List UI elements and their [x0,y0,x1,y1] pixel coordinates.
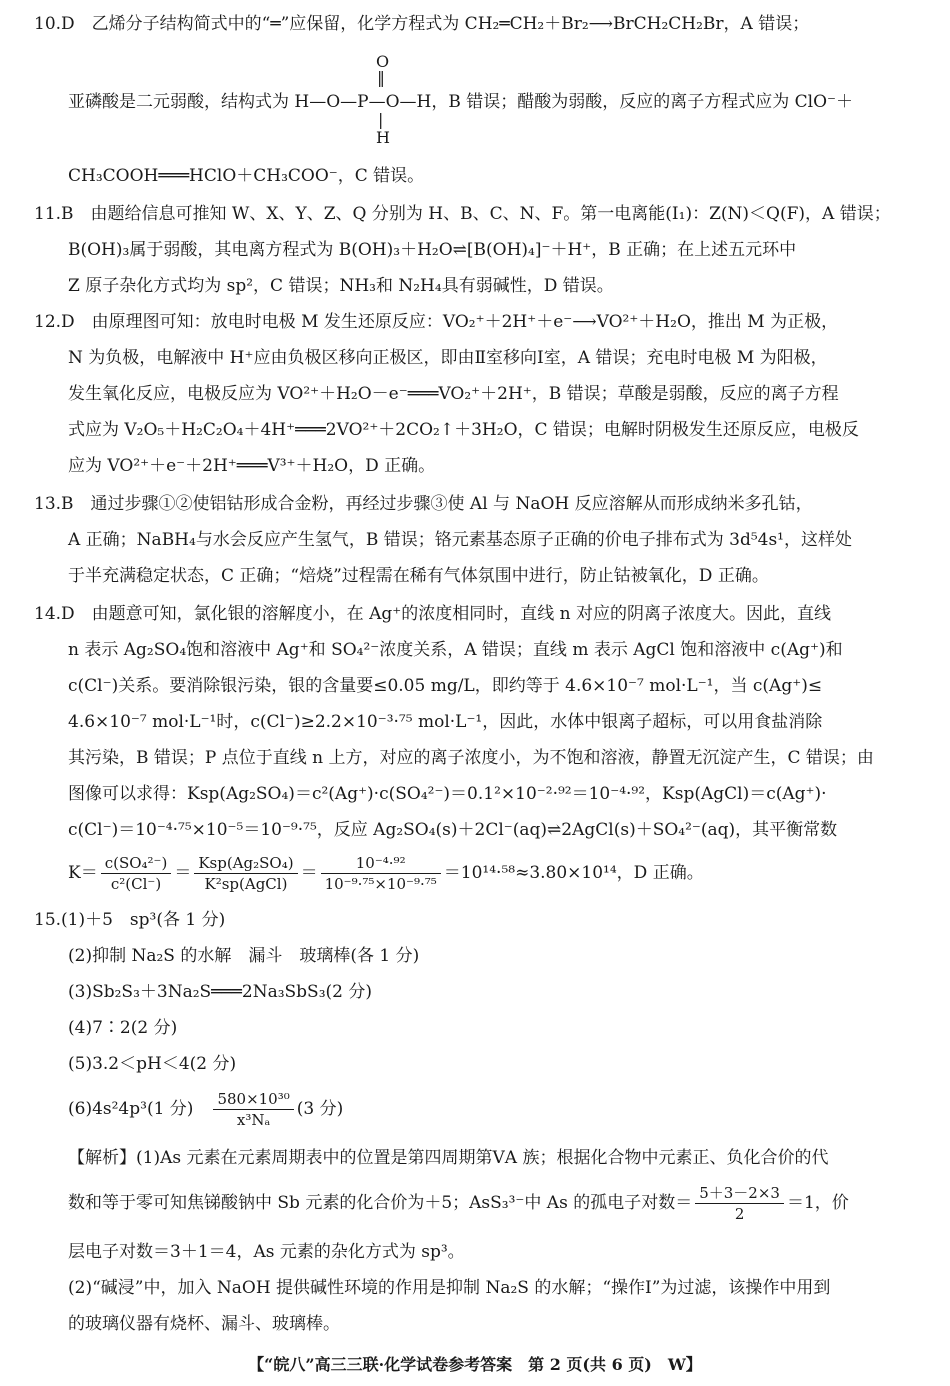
fraction-1-den: c²(Cl⁻) [110,875,162,893]
line-10-3: CH₃COOH═══HClO＋CH₃COO⁻，C 错误。 [68,166,425,186]
line-14-6: 图像可以求得：Ksp(Ag₂SO₄)＝c²(Ag⁺)·c(SO₄²⁻)＝0.1²×10⁻²·⁹²＝10⁻⁴·⁹²，Ksp(AgCl)＝c(Ag⁺)· [68,784,827,804]
line-15-1: 15.(1)＋5 sp³(各 1 分) [34,910,226,930]
analysis-l2-suffix: ＝1，价 [786,1193,849,1213]
fraction-2-num: Ksp(Ag₂SO₄) [194,853,297,874]
line-15-2: (2)抑制 Na₂S 的水解 漏斗 玻璃棒(各 1 分) [68,946,420,966]
line-11-3: Z 原子杂化方式均为 sp²，C 错误；NH₃和 N₂H₄具有弱碱性，D 错误。 [68,276,614,296]
line-12-4: 式应为 V₂O₅＋H₂C₂O₄＋4H⁺═══2VO²⁺＋2CO₂↑＋3H₂O，C 错误；电解时阴极发生还原反应，电极反 [68,420,859,440]
analysis-line-5: 的玻璃仪器有烧杯、漏斗、玻璃棒。 [68,1314,340,1334]
line-11-2: B(OH)₃属于弱酸，其电离方程式为 B(OH)₃＋H₂O⇌[B(OH)₄]⁻＋H⁺，B 正确；在上述五元环中 [68,240,797,260]
line-15-4: (4)7∶2(2 分) [68,1018,178,1038]
fraction-1-num: c(SO₄²⁻) [101,853,172,874]
struct-top-o: O [376,52,390,71]
struct-bottom-h: H [376,128,390,147]
line-11-1: 11.B 由题给信息可推知 W、X、Y、Z、Q 分别为 H、B、C、N、F。第一电离能(I₁)：Z(N)＜Q(F)，A 错误； [34,204,891,224]
line-13-2: A 正确；NaBH₄与水会反应产生氢气，B 错误；铬元素基态原子正确的价电子排布式为 3d⁵4s¹，这样处 [68,530,852,550]
line-14-1: 14.D 由题意可知，氯化银的溶解度小，在 Ag⁺的浓度相同时，直线 n 对应的阴离子浓度大。因此，直线 [34,604,831,624]
analysis-line-2 [68,1180,849,1226]
analysis-line-4: (2)“碱浸”中，加入 NaOH 提供碱性环境的作用是抑制 Na₂S 的水解；“操作Ⅰ”为过滤，该操作中用到 [68,1278,831,1298]
line-13-3: 于半充满稳定状态，C 正确；“焙烧”过程需在稀有气体氛围中进行，防止钴被氧化，D 正确。 [68,566,769,586]
eq-suffix: ＝10¹⁴·⁵⁸≈3.80×10¹⁴，D 正确。 [443,863,704,883]
line-14-3: c(Cl⁻)关系。要消除银污染，银的含量要≤0.05 mg/L，即约等于 4.6×10⁻⁷ mol·L⁻¹，当 c(Ag⁺)≤ [68,676,823,696]
equilibrium-constant-equation: K＝ $\frac{\text{c(SO₄²⁻)}}{\text{c²(Cl⁻)}}$ ＝ $\frac{\text{Ksp(Ag₂SO₄)}}{\text{K²sp(AgCl)}}$ ＝ $\frac{\text{10⁻⁴·⁹²}}{\text{10⁻⁹·⁷⁵×10⁻⁹·⁷⁵}}$ ＝10¹⁴·⁵⁸≈3.80×10¹⁴，D 正确。 [68,854,704,893]
line-12-2: N 为负极，电解液中 H⁺应由负极区移向正极区，即由Ⅱ室移向Ⅰ室，A 错误；充电时电极 M 为阳极， [68,348,828,368]
line-10-2: 亚磷酸是二元弱酸，结构式为 H—O—P—O—H，B 错误；醋酸为弱酸，反应的离子方程式应为 ClO⁻＋ [68,92,854,112]
lone-pair-num: 5＋3－2×3 [695,1183,784,1204]
density-num: 580×10³⁰ [213,1089,293,1110]
analysis-l2-prefix: 数和等于零可知焦锑酸钠中 Sb 元素的化合价为＋5；AsS₃³⁻中 As 的孤电子对数＝ [68,1193,693,1213]
line-14-7: c(Cl⁻)＝10⁻⁴·⁷⁵×10⁻⁵＝10⁻⁹·⁷⁵，反应 Ag₂SO₄(s)＋2Cl⁻(aq)⇌2AgCl(s)＋SO₄²⁻(aq)，其平衡常数 [68,820,838,840]
analysis-line-1: 【解析】(1)As 元素在元素周期表中的位置是第四周期第ⅤA 族；根据化合物中元素正、负化合价的代 [68,1148,829,1168]
struct-double-bond: ‖ [377,68,385,87]
line-14-2: n 表示 Ag₂SO₄饱和溶液中 Ag⁺和 SO₄²⁻浓度关系，A 错误；直线 m 表示 AgCl 饱和溶液中 c(Ag⁺)和 [68,640,843,660]
lone-pair-fraction [695,1183,784,1224]
q15-6-prefix: (6)4s²4p³(1 分) [68,1099,194,1119]
fraction-3-den: 10⁻⁹·⁷⁵×10⁻⁹·⁷⁵ [324,875,437,893]
eq-prefix: K＝ [68,863,98,883]
fraction-3 [321,853,441,894]
line-14-4: 4.6×10⁻⁷ mol·L⁻¹时，c(Cl⁻)≥2.2×10⁻³·⁷⁵ mol·L⁻¹，因此，水体中银离子超标，可以用食盐消除 [68,712,823,732]
line-10-1: 10.D 乙烯分子结构简式中的“═”应保留，化学方程式为 CH₂═CH₂＋Br₂⟶BrCH₂CH₂Br，A 错误； [34,14,810,34]
line-15-6 [68,1086,343,1132]
line-15-3: (3)Sb₂S₃＋3Na₂S═══2Na₃SbS₃(2 分) [68,982,372,1002]
line-15-5: (5)3.2＜pH＜4(2 分) [68,1054,237,1074]
fraction-2 [194,853,297,894]
line-14-5: 其污染，B 错误；P 点位于直线 n 上方，对应的离子浓度小，为不饱和溶液，静置无沉淀产生，C 错误；由 [68,748,874,768]
q15-6-suffix: (3 分) [296,1099,344,1119]
lone-pair-den: 2 [734,1205,745,1223]
line-13-1: 13.B 通过步骤①②使铝钴形成合金粉，再经过步骤③使 Al 与 NaOH 反应溶解从而形成纳米多孔钴， [34,494,813,514]
density-den: x³Nₐ [236,1111,271,1129]
density-fraction [213,1089,293,1130]
analysis-line-3: 层电子对数＝3＋1＝4，As 元素的杂化方式为 sp³。 [68,1242,465,1262]
struct-single-bond: | [378,110,384,129]
line-12-5: 应为 VO²⁺＋e⁻＋2H⁺═══V³⁺＋H₂O，D 正确。 [68,456,436,476]
line-12-3: 发生氧化反应，电极反应为 VO²⁺＋H₂O－e⁻═══VO₂⁺＋2H⁺，B 错误；草酸是弱酸，反应的离子方程 [68,384,839,404]
page-footer: 【“皖八”高三三联·化学试卷参考答案 第 2 页(共 6 页) W】 [248,1355,702,1374]
fraction-3-num: 10⁻⁴·⁹² [321,853,441,874]
line-12-1: 12.D 由原理图可知：放电时电极 M 发生还原反应：VO₂⁺＋2H⁺＋e⁻⟶VO²⁺＋H₂O，推出 M 为正极， [34,312,839,332]
fraction-1 [101,853,172,894]
fraction-2-den: K²sp(AgCl) [204,875,288,893]
